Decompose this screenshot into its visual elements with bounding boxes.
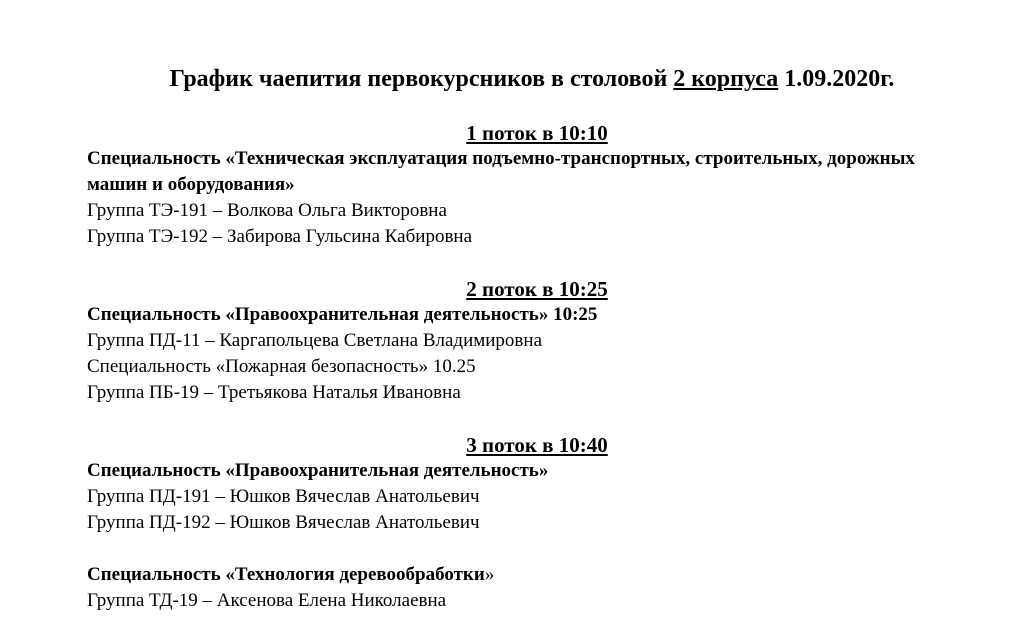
stream-3-specialty-2-quote: » — [484, 564, 495, 585]
stream-2-header: 2 поток в 10:25 — [466, 277, 608, 301]
stream-1-header: 1 поток в 10:10 — [466, 121, 608, 145]
stream-3-group-3: Группа ТД-19 – Аксенова Елена Николаевна — [87, 590, 447, 611]
stream-3-specialty-2-name: Специальность «Технология деревообработки — [87, 564, 485, 585]
stream-3-group-1: Группа ПД-191 – Юшков Вячеслав Анатольевич — [87, 486, 480, 507]
stream-1-group-2: Группа ТЭ-192 – Забирова Гульсина Кабировна — [87, 226, 473, 247]
stream-3-specialty-2 — [87, 562, 967, 588]
stream-3-group-2: Группа ПД-192 – Юшков Вячеслав Анатольевич — [87, 512, 480, 533]
title-building: 2 корпуса — [673, 66, 779, 92]
stream-3-header: 3 поток в 10:40 — [466, 433, 608, 457]
stream-2-specialty-2: Специальность «Пожарная безопасность» 10.25 — [87, 356, 476, 377]
title-date: 1.09.2020г. — [778, 66, 895, 92]
spacer — [87, 406, 967, 432]
stream-1-specialty: Специальность «Техническая эксплуатация подъемно-транспортных, строительных, дорожных машин и оборудования» — [87, 148, 915, 195]
stream-1-group-1: Группа ТЭ-191 – Волкова Ольга Викторовна — [87, 200, 447, 221]
title-part1: График чаепития первокурсников в столовой — [169, 66, 674, 92]
spacer — [87, 250, 967, 276]
stream-3-specialty: Специальность «Правоохранительная деятельность» — [87, 460, 549, 481]
stream-2-specialty: Специальность «Правоохранительная деятельность» 10:25 — [87, 304, 598, 325]
stream-2-group-2: Группа ПБ-19 – Третьякова Наталья Ивановна — [87, 382, 461, 403]
stream-2-group-1: Группа ПД-11 – Каргапольцева Светлана Владимировна — [87, 330, 543, 351]
spacer — [87, 536, 967, 562]
page-title — [0, 64, 1024, 94]
schedule-content — [87, 120, 967, 614]
